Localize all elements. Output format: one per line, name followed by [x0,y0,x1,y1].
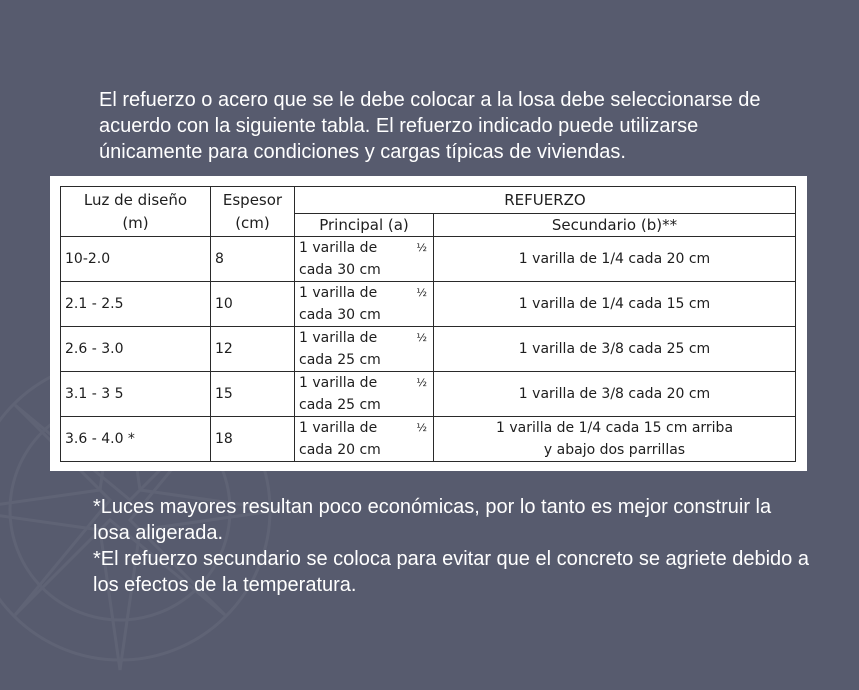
cell-secundario: 1 varilla de 1/4 cada 20 cm [434,237,796,282]
header-luz-de-diseno: Luz de diseño (m) [61,187,211,237]
cell-principal: 1 varilla de ½ cada 20 cm [295,417,434,462]
cell-principal: 1 varilla de ½ cada 30 cm [295,282,434,327]
cell-luz: 10-2.0 [61,237,211,282]
table-row [61,282,796,327]
cell-principal: 1 varilla de ½ cada 25 cm [295,372,434,417]
cell-luz: 2.1 - 2.5 [61,282,211,327]
cell-secundario: 1 varilla de 3/8 cada 20 cm [434,372,796,417]
header-principal: Principal (a) [295,214,434,237]
cell-espesor: 12 [211,327,295,372]
reinforcement-table-panel [50,176,807,471]
header-refuerzo: REFUERZO [295,187,796,214]
cell-espesor: 8 [211,237,295,282]
table-row [61,327,796,372]
footnote-economy: *Luces mayores resultan poco económicas, por lo tanto es mejor construir la losa aligerada. [93,496,772,544]
table-row [61,372,796,417]
cell-principal: 1 varilla de ½ cada 30 cm [295,237,434,282]
footnote-temperature: *El refuerzo secundario se coloca para evitar que el concreto se agriete debido a los efectos de la temperatura. [93,548,809,596]
cell-luz: 2.6 - 3.0 [61,327,211,372]
header-secundario: Secundario (b)** [434,214,796,237]
cell-espesor: 18 [211,417,295,462]
intro-paragraph: El refuerzo o acero que se le debe colocar a la losa debe seleccionarse de acuerdo con la siguiente tabla. El refuerzo indicado puede utilizarse únicamente para condiciones y cargas típicas de viviendas. [99,89,761,163]
table-row [61,417,796,462]
cell-luz: 3.6 - 4.0 * [61,417,211,462]
cell-espesor: 15 [211,372,295,417]
cell-secundario: 1 varilla de 1/4 cada 15 cm arriba y abajo dos parrillas [434,417,796,462]
header-espesor: Espesor (cm) [211,187,295,237]
cell-secundario: 1 varilla de 3/8 cada 25 cm [434,327,796,372]
table-row [61,237,796,282]
footnotes [93,494,813,598]
cell-espesor: 10 [211,282,295,327]
cell-luz: 3.1 - 3 5 [61,372,211,417]
reinforcement-table [60,186,796,462]
cell-principal: 1 varilla de ½ cada 25 cm [295,327,434,372]
cell-secundario: 1 varilla de 1/4 cada 15 cm [434,282,796,327]
